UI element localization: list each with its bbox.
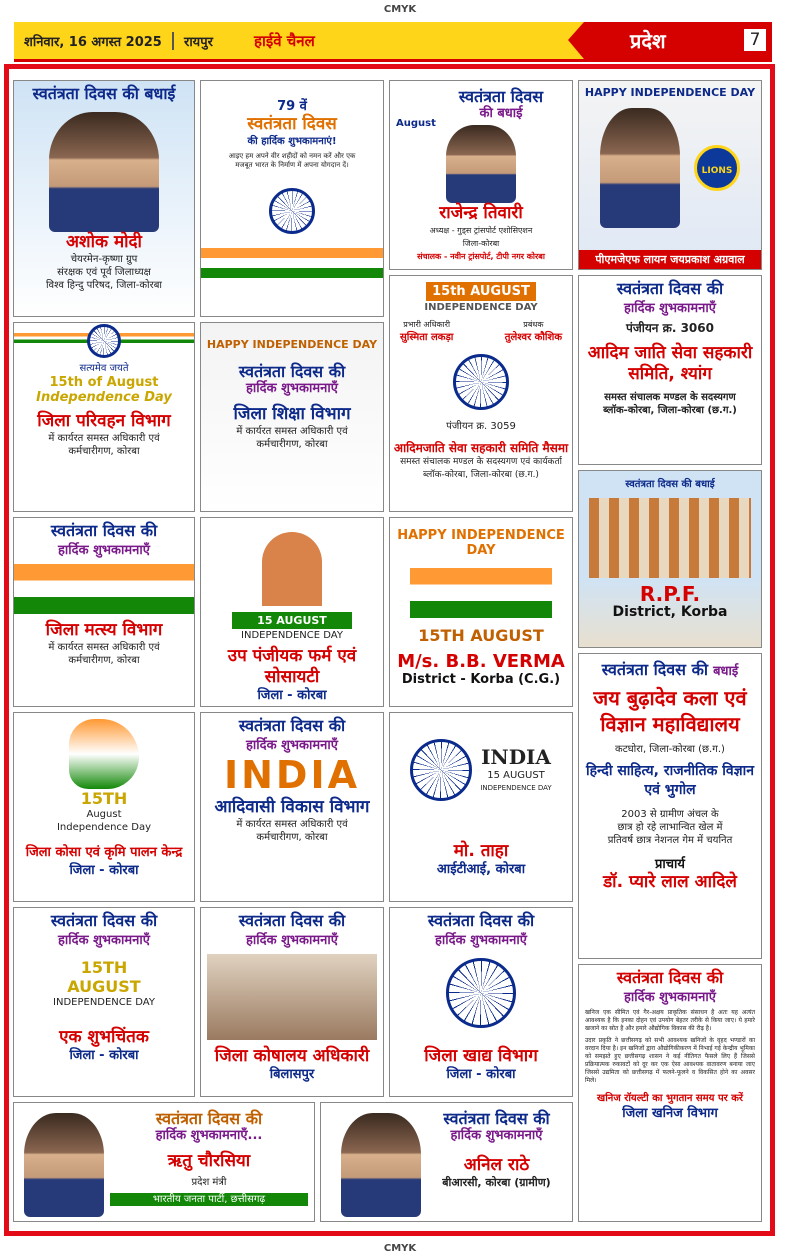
org-name: जिला मत्स्य विभाग	[45, 620, 163, 640]
taha-graphic	[390, 739, 572, 801]
ashoka-chakra-icon	[410, 739, 472, 801]
page-number: 7	[744, 29, 766, 51]
ad-line: कर्मचारीगण, कोरबा	[68, 655, 140, 666]
ad-line: पंजीयन क्र. 3060	[626, 321, 714, 335]
ad-subheading: हार्दिक शुभकामनाएँ	[58, 933, 150, 948]
org-name: R.P.F.	[639, 582, 701, 606]
ad-line: कटघोरा, जिला-कोरबा (छ.ग.)	[615, 744, 725, 755]
ad-line: प्रभारी अधिकारी	[403, 320, 451, 329]
ad-79th-day	[200, 80, 384, 317]
ad-subheading: की हार्दिक शुभकामनाएं!	[247, 136, 337, 147]
ad-line: विश्व हिन्दु परिषद, जिला-कोरबा	[45, 280, 163, 291]
parade-illustration	[589, 498, 751, 578]
ad-heading: स्वतंत्रता दिवस की	[616, 279, 724, 298]
ad-line: August	[86, 809, 122, 820]
ad-heading: स्वतंत्रता दिवस की	[50, 911, 158, 930]
ad-line: चेयरमेन-कृष्णा ग्रुप	[70, 254, 138, 265]
ad-line: संचालक - नवीन ट्रांसपोर्ट, टीपी नगर कोरबा	[417, 252, 545, 261]
india-map-icon	[69, 719, 139, 789]
ad-line: 15th AUGUST	[426, 282, 536, 301]
march-illustration	[207, 954, 377, 1040]
ad-heading: HAPPY INDEPENDENCE DAY	[397, 528, 565, 558]
section-name: प्रदेश	[584, 22, 772, 59]
ad-line: HAPPY INDEPENDENCE DAY	[206, 338, 378, 351]
ad-line: में कार्यरत समस्त अधिकारी एवं	[236, 426, 348, 437]
ad-line: ब्लॉक-कोरबा, जिला-कोरबा (छ.ग.)	[603, 405, 737, 416]
ad-line: कर्मचारीगण, कोरबा	[256, 439, 328, 450]
ad-line: 15TH	[80, 958, 128, 977]
ad-ashok-modi	[13, 80, 195, 317]
edition-city: रायपुर	[172, 32, 213, 50]
ritu-text	[110, 1109, 308, 1206]
ad-tribal-dev	[200, 712, 384, 902]
ad-heading: स्वतंत्रता दिवस की	[50, 521, 158, 540]
ad-line: 15TH AUGUST	[418, 626, 544, 645]
ad-line: Independence Day	[36, 390, 172, 405]
org-name: M/s. B.B. VERMA	[397, 651, 565, 672]
ad-heading: स्वतंत्रता दिवस	[247, 114, 337, 134]
ashoka-chakra-icon	[446, 958, 516, 1028]
org-name: जिला शिक्षा विभाग	[233, 404, 351, 424]
ad-footer: पीएमजेएफ लायन जयप्रकाश अग्रवाल	[579, 250, 761, 269]
paper-logo: हाईवे चैनल	[254, 32, 315, 50]
ashoka-chakra-icon	[87, 324, 121, 358]
person-name: राजेन्द्र तिवारी	[439, 203, 523, 223]
ad-education	[200, 322, 384, 512]
org-name: जिला परिवहन विभाग	[37, 411, 171, 431]
ad-heading: स्वतंत्रता दिवस की	[427, 911, 535, 930]
tricolor-band	[201, 248, 383, 278]
person-name: अशोक मोदी	[66, 232, 142, 252]
ad-line: प्रतिवर्ष छात्र नेशनल गेम में चयनित	[607, 835, 733, 846]
ad-line: August	[396, 118, 436, 129]
ad-line: संरक्षक एवं पूर्व जिलाध्यक्ष	[57, 267, 151, 278]
ad-bb-verma	[389, 517, 573, 707]
ad-text: आइए हम अपने वीर शहीदों को नमन करें और एक मजबूत भारत के निर्माण में अपना योगदान दें।	[228, 152, 356, 169]
ad-ritu-chaurasia	[13, 1102, 315, 1222]
ad-line: 79 वें	[277, 99, 307, 114]
ad-sub-registrar	[200, 517, 384, 707]
ad-subheading: हार्दिक शुभकामनाएँ...	[155, 1128, 263, 1143]
ad-line: AUGUST	[67, 977, 141, 996]
principal-name: डॉ. प्यारे लाल आदिले	[603, 872, 737, 892]
ashoka-chakra-icon	[453, 354, 509, 410]
college-heading	[579, 654, 761, 679]
org-name: जिला खनिज विभाग	[622, 1106, 718, 1121]
org-name: आदिवासी विकास विभाग	[214, 797, 370, 817]
org-name: आदिमजाति सेवा सहकारी समिति मैसमा	[393, 441, 569, 455]
portrait	[24, 1113, 104, 1217]
person-name: ऋतु चौरसिया	[167, 1151, 251, 1171]
ad-heading: स्वतंत्रता दिवस की	[238, 362, 346, 381]
ad-rpf	[578, 470, 762, 648]
ad-mo-taha	[389, 712, 573, 902]
ad-line: 2003 से ग्रामीण अंचल के	[621, 809, 719, 820]
ad-line: INDEPENDENCE DAY	[53, 997, 155, 1008]
ad-subheading: हार्दिक शुभकामनाएँ	[58, 543, 150, 558]
tricolor-band	[410, 568, 552, 618]
lions-emblem-icon: LIONS	[694, 145, 740, 191]
person-name: अनिल राठे	[463, 1155, 530, 1175]
ad-heading: स्वतंत्रता दिवस की	[155, 1109, 263, 1128]
ad-line: प्रदेश मंत्री	[191, 1177, 227, 1188]
ad-heading: स्वतंत्रता दिवस की	[238, 911, 346, 930]
issue-date: शनिवार, 16 अगस्त 2025	[24, 35, 162, 50]
portrait	[49, 112, 159, 232]
ad-line: जिला - कोरबा	[69, 1048, 139, 1063]
ad-line: में कार्यरत समस्त अधिकारी एवं	[48, 642, 160, 653]
ad-lions-club	[578, 80, 762, 270]
ad-line: कर्मचारीगण, कोरबा	[68, 446, 140, 457]
ad-heading: स्वतंत्रता दिवस की	[443, 1109, 550, 1128]
ad-line: बिलासपुर	[269, 1067, 315, 1082]
ad-line: सत्यमेव जयते	[79, 363, 129, 374]
tricolor-band	[14, 564, 194, 614]
ad-subheading: हार्दिक शुभकामनाएँ	[246, 381, 338, 396]
ad-line: हिन्दी साहित्य, राजनीतिक विज्ञान एवं भुगोल	[586, 763, 754, 798]
ad-satyamev	[13, 322, 195, 512]
ad-heading: HAPPY INDEPENDENCE DAY	[584, 86, 756, 99]
ad-line: जिला - कोरबा	[446, 1067, 516, 1082]
ad-subheading: हार्दिक शुभकामनाएँ	[435, 933, 527, 948]
ad-line: प्रबंधक	[523, 320, 544, 329]
ad-line: जिला-कोरबा	[462, 239, 500, 248]
ad-line: अध्यक्ष - गुड्स ट्रांसपोर्ट एशोसिएशन	[429, 226, 533, 235]
ad-line: 15th of August	[49, 375, 159, 390]
ad-mineral-dept	[578, 964, 762, 1222]
ad-line: पंजीयन क्र. 3059	[446, 421, 516, 432]
ad-anil-rathe	[320, 1102, 573, 1222]
ashoka-chakra-icon	[269, 188, 315, 234]
ad-subheading: हार्दिक शुभकामनाएँ	[450, 1128, 543, 1143]
ad-maisma-society	[389, 275, 573, 512]
portrait	[600, 108, 680, 228]
ad-well-wisher	[13, 907, 195, 1097]
ad-line: जिला - कोरबा	[257, 688, 327, 703]
ad-line: ब्लॉक-कोरबा, जिला-कोरबा (छ.ग.)	[423, 470, 539, 480]
ad-line: District - Korba (C.G.)	[401, 672, 561, 687]
ad-line: District, Korba	[612, 604, 728, 620]
org-name: जिला कोसा एवं कृमि पालन केन्द्र	[25, 845, 183, 860]
ad-line: जिला - कोरबा	[69, 863, 139, 878]
ad-line: भारतीय जनता पार्टी, छत्तीसगढ़	[110, 1193, 308, 1206]
ad-line: में कार्यरत समस्त अधिकारी एवं	[236, 819, 348, 830]
ad-line: खनिज रॉयल्टी का भुगतान समय पर करें	[597, 1093, 743, 1104]
ad-line: में कार्यरत समस्त अधिकारी एवं	[48, 433, 160, 444]
org-name: मो. ताहा	[453, 841, 509, 861]
ad-fisheries	[13, 517, 195, 707]
ad-heading: स्वतंत्रता दिवस की	[238, 716, 346, 735]
ad-line: INDIA	[223, 753, 361, 797]
ad-heading: स्वतंत्रता दिवस	[458, 87, 544, 106]
ad-text: उदार प्रकृति ने छत्तीसगढ़ को सभी आवश्यक खनिजों के वृहद भण्डारों का वरदान दिया है। इन खनिजों द्वारा औद्योगिकीकरण में निभाई गई केन्द्रीय भूमिका को समझते हुए छत्तीसगढ़ शासन ने कई नीतिगत फैसले लिए हैं जिससे प्रक्रियात्मक रुकावटों को दूर कर एक ऐसा आवश्यक वातावरण बनाया जाए जिससे उद्यमिता को छत्तीसगढ़ में फलने-फूलने व विकसित होने का अवसर मिले।	[585, 1037, 755, 1084]
ad-subheading: हार्दिक शुभकामनाएँ	[624, 990, 716, 1005]
ad-shyang-society	[578, 275, 762, 465]
ad-line: तुलेश्वर कौशिक	[504, 332, 562, 343]
ad-line: 15TH	[80, 789, 128, 808]
ad-line: 15 AUGUST	[487, 770, 545, 781]
ad-kosa-centre	[13, 712, 195, 902]
ad-line: सुस्मिता लकड़ा	[400, 332, 454, 343]
ad-heading: स्वतंत्रता दिवस की बधाई	[32, 84, 176, 103]
ad-treasury	[200, 907, 384, 1097]
org-name: उप पंजीयक फर्म एवं सोसायटी	[227, 646, 357, 687]
ad-line: INDEPENDENCE DAY	[480, 784, 552, 792]
ad-food-dept	[389, 907, 573, 1097]
portrait	[446, 125, 516, 203]
ad-line: छात्र हो रहे लाभान्वित खेल में	[617, 822, 723, 833]
ad-line: कर्मचारीगण, कोरबा	[256, 832, 328, 843]
ad-line: प्राचार्य	[655, 857, 685, 872]
ad-budhadev-college	[578, 653, 762, 959]
ad-rajendra-tiwari	[389, 80, 573, 270]
ad-line: INDEPENDENCE DAY	[241, 630, 343, 641]
portrait	[341, 1113, 421, 1217]
ad-line: 15 AUGUST	[232, 612, 352, 629]
ad-subheading: हार्दिक शुभकामनाएँ	[624, 301, 716, 316]
monument-icon	[262, 532, 322, 606]
ad-heading: स्वतंत्रता दिवस की	[601, 660, 708, 679]
org-name: जिला कोषालय अधिकारी	[214, 1046, 370, 1066]
ad-line: आईटीआई, कोरबा	[436, 862, 526, 877]
page-header	[14, 22, 772, 62]
lions-graphic	[579, 108, 761, 228]
officials-row	[390, 314, 572, 348]
org-name: आदिम जाति सेवा सहकारी समिति, श्यांग	[587, 343, 753, 384]
ad-line: बीआरसी, कोरबा (ग्रामीण)	[442, 1176, 551, 1189]
cmyk-mark-top: CMYK	[383, 4, 417, 15]
ad-line: समस्त संचालक मण्डल के सदस्यगण एवं कार्यकर्ता	[400, 457, 562, 467]
org-name: जय बुढ़ादेव कला एवं विज्ञान महाविद्यालय	[593, 686, 747, 736]
org-name: जिला खाद्य विभाग	[424, 1046, 538, 1066]
ad-line: Independence Day	[56, 822, 152, 833]
ad-line: INDEPENDENCE DAY	[424, 302, 538, 313]
cmyk-mark-bottom: CMYK	[383, 1243, 417, 1254]
ad-subheading: हार्दिक शुभकामनाएँ	[246, 933, 338, 948]
ad-text: खनिज एक सीमित एवं गैर-अक्षय प्राकृतिक संसाधन है अतः यह अत्यंत आवश्यक है कि इनका दोहन एवं उपयोग बेहतर तरीके से किया जाए। ये हमारे खजाने का स्रोत है और हमारे औद्योगिक विकास की रीढ़ है।	[585, 1009, 755, 1032]
ad-line: समस्त संचालक मण्डल के सदस्यगण	[604, 392, 736, 403]
org-name: एक शुभचिंतक	[59, 1027, 149, 1047]
ad-heading: स्वतंत्रता दिवस की बधाई	[625, 479, 715, 490]
ad-subheading: हार्दिक शुभकामनाएँ	[246, 738, 338, 753]
ad-line: INDIA	[481, 745, 551, 769]
ad-subheading: बधाई	[713, 664, 739, 679]
ad-subheading: की बधाई	[479, 106, 523, 121]
ad-heading: स्वतंत्रता दिवस की	[616, 968, 724, 987]
anil-text	[425, 1109, 568, 1189]
